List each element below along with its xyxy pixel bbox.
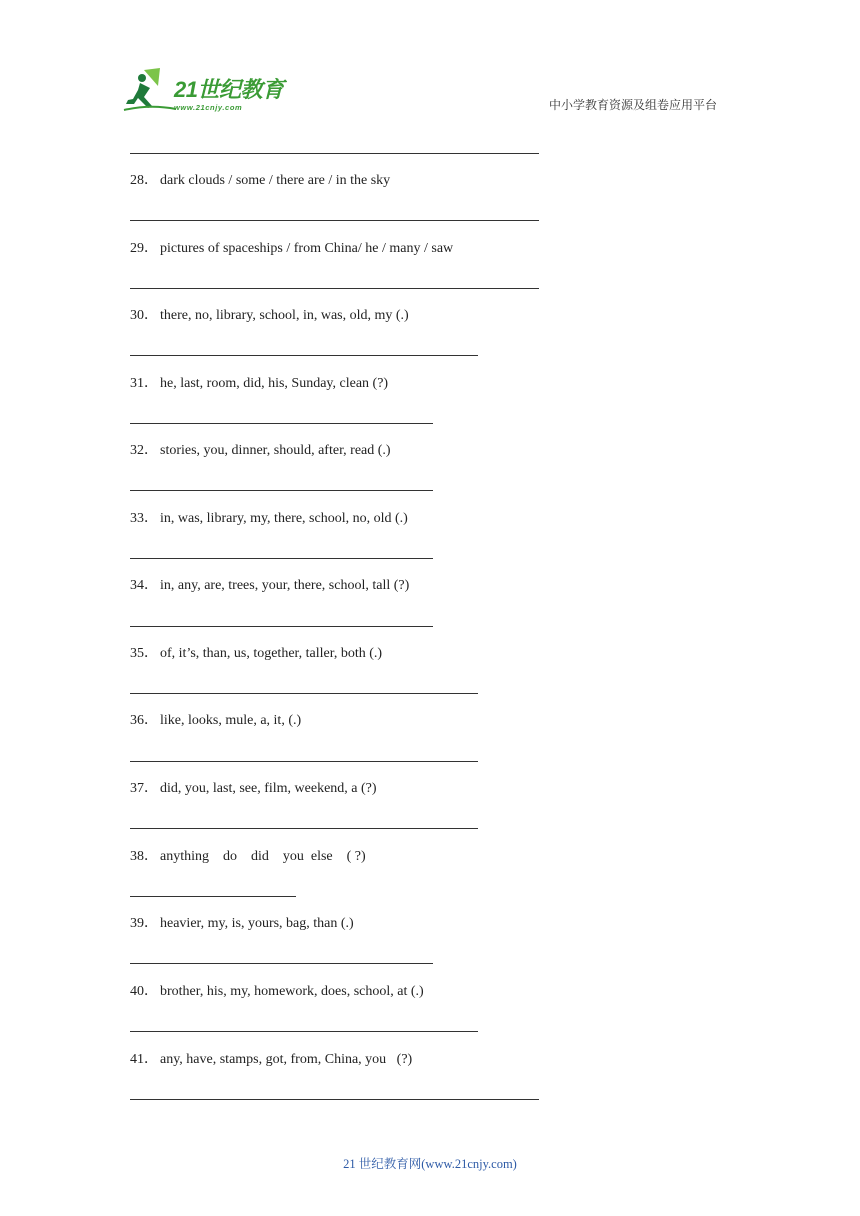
answer-line[interactable] [130, 288, 539, 289]
answer-line[interactable] [130, 220, 539, 221]
answer-line[interactable] [130, 626, 433, 627]
logo-url: www.21cnjy.com [174, 103, 243, 112]
question-item: 30． there, no, library, school, in, was, old, my (.) [130, 308, 409, 323]
answer-line[interactable] [130, 153, 539, 154]
answer-line[interactable] [130, 828, 478, 829]
runner-logo-icon [122, 66, 178, 114]
page-header [0, 0, 860, 130]
answer-line[interactable] [130, 423, 433, 424]
answer-line[interactable] [130, 963, 433, 964]
question-item: 41． any, have, stamps, got, from, China, you (?) [130, 1052, 413, 1067]
question-item: 38． anything do did you else ( ?) [130, 849, 366, 864]
question-item: 28． dark clouds / some / there are / in the sky [130, 173, 391, 188]
answer-line[interactable] [130, 761, 478, 762]
footer-text: 21 世纪教育网(www.21cnjy.com) [343, 1157, 517, 1171]
question-item: 40． brother, his, my, homework, does, school, at (.) [130, 984, 424, 999]
header-platform-text: 中小学教育资源及组卷应用平台 [549, 98, 718, 112]
question-item: 35． of, it’s, than, us, together, taller, both (.) [130, 646, 383, 661]
answer-line[interactable] [130, 558, 433, 559]
question-item: 33． in, was, library, my, there, school, no, old (.) [130, 511, 408, 526]
answer-line[interactable] [130, 355, 478, 356]
answer-line[interactable] [130, 896, 296, 897]
question-item: 36． like, looks, mule, a, it, (.) [130, 713, 302, 728]
answer-line[interactable] [130, 693, 478, 694]
question-item: 29． pictures of spaceships / from China/ he / many / saw [130, 241, 454, 256]
question-item: 32． stories, you, dinner, should, after, read (.) [130, 443, 391, 458]
answer-line[interactable] [130, 1031, 478, 1032]
answer-line[interactable] [130, 1099, 539, 1100]
logo [122, 66, 292, 116]
question-item: 37． did, you, last, see, film, weekend, a (?) [130, 781, 377, 796]
logo-text: 21世纪教育 [174, 77, 284, 102]
question-item: 31． he, last, room, did, his, Sunday, clean (?) [130, 376, 389, 391]
question-item: 39． heavier, my, is, yours, bag, than (.) [130, 916, 354, 931]
answer-line[interactable] [130, 490, 433, 491]
question-item: 34． in, any, are, trees, your, there, school, tall (?) [130, 578, 410, 593]
